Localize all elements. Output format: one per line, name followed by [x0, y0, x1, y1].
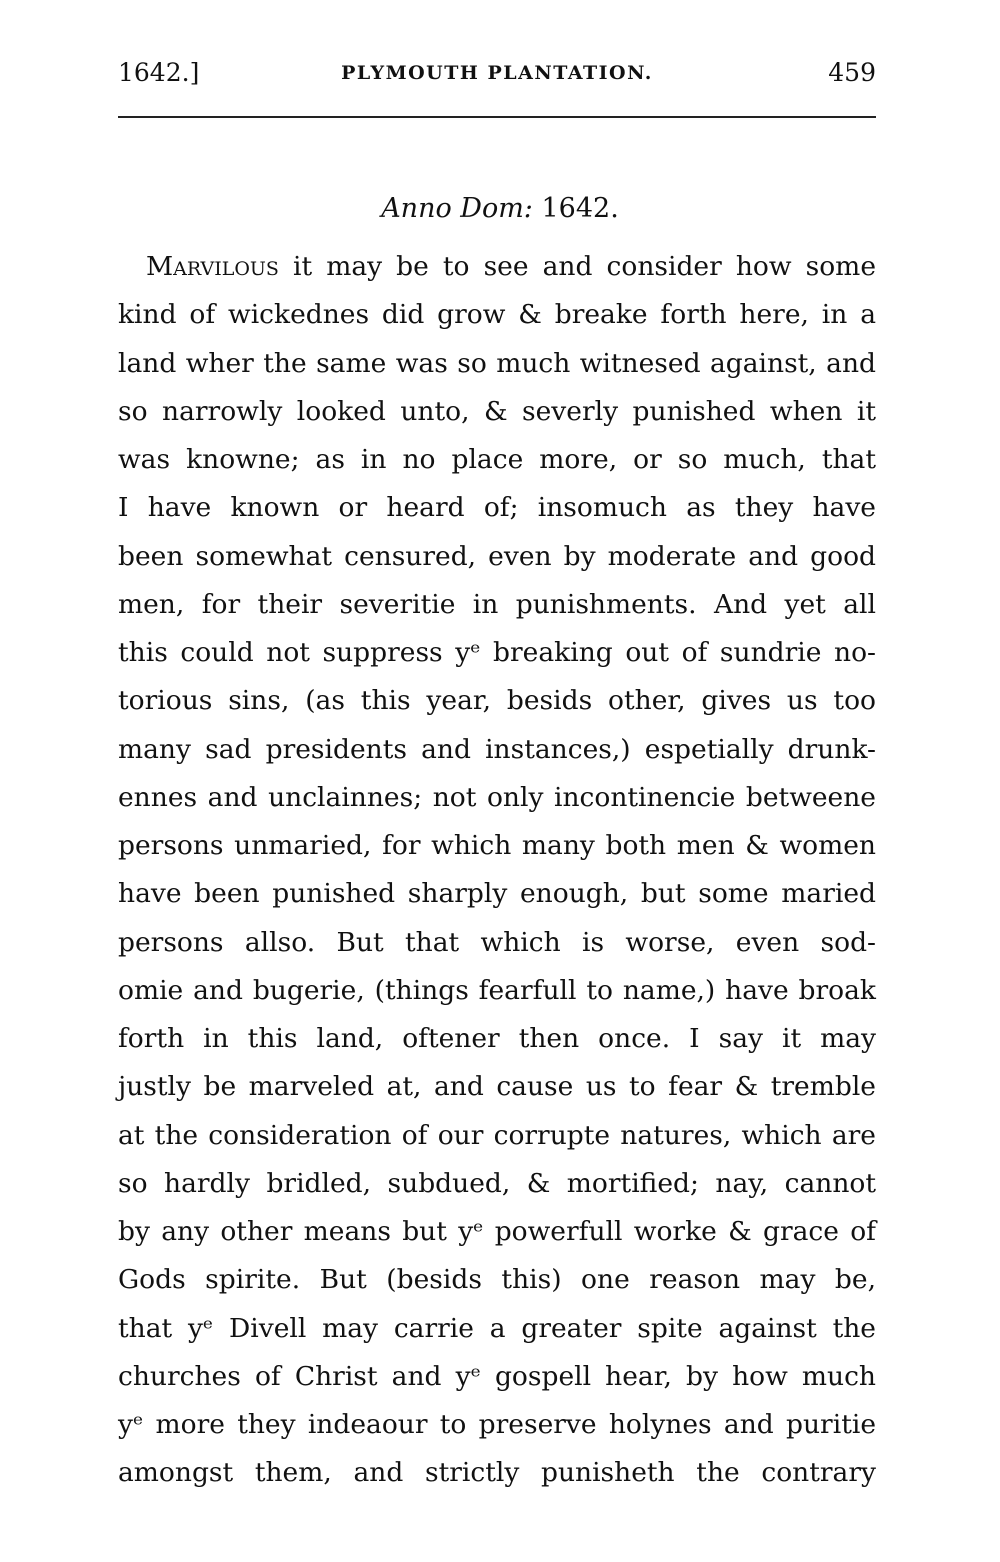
- text-line: was knowne; as in no place more, or so much, that: [118, 444, 876, 475]
- line-text: it may be to see and consider how some: [278, 251, 876, 282]
- text-line: churches of Christ and yᵉ gospell hear, by how much: [118, 1360, 876, 1392]
- heading-anno-dom: Anno Dom:: [381, 193, 533, 224]
- section-heading: [0, 193, 1000, 224]
- text-line: have been punished sharply enough, but some maried: [118, 878, 876, 910]
- text-line: men, for their severitie in punishments. And yet all: [118, 588, 876, 620]
- text-line: so hardly bridled, subdued, & mortified; nay, cannot: [118, 1167, 876, 1199]
- text-line: Gods spirite. But (besids this) one reason may be,: [118, 1264, 876, 1296]
- text-line: kind of wickednes did grow & breake forth here, in a: [118, 299, 876, 331]
- text-line: ennes and unclainnes; not only incontinencie betweene: [118, 781, 876, 813]
- text-line: at the consideration of our corrupte natures, which are: [118, 1119, 876, 1151]
- text-line: omie and bugerie, (things fearfull to name,) have broak: [118, 974, 876, 1006]
- text-line: yᵉ more they indeaour to preserve holynes and puritie: [118, 1409, 876, 1440]
- text-line: that yᵉ Divell may carrie a greater spite against the: [118, 1312, 876, 1344]
- text-line: persons unmaried, for which many both men & women: [118, 830, 876, 861]
- page-number: 459: [828, 58, 876, 87]
- text-line: many sad presidents and instances,) espetially drunk-: [118, 733, 876, 765]
- text-line: I have known or heard of; insomuch as they have: [118, 492, 876, 524]
- text-line: amongst them, and strictly punisheth the contrary: [118, 1457, 876, 1489]
- text-line: persons allso. But that which is worse, even sod-: [118, 926, 876, 958]
- header-year: 1642.]: [118, 58, 200, 87]
- text-line: by any other means but yᵉ powerfull worke & grace of: [118, 1216, 876, 1247]
- text-line: this could not suppress yᵉ breaking out of sundrie no-: [118, 637, 876, 668]
- body-text: [118, 247, 876, 1502]
- text-line: land wher the same was so much witnesed against, and: [118, 347, 876, 379]
- text-line: [118, 247, 876, 295]
- text-line: torious sins, (as this year, besids other, gives us too: [118, 685, 876, 717]
- text-line: been somewhat censured, even by moderate and good: [118, 540, 876, 572]
- text-line: so narrowly looked unto, & severly punished when it: [118, 395, 876, 427]
- running-header: [118, 58, 876, 94]
- lead-word: Marvilous: [146, 251, 279, 282]
- heading-year: 1642.: [541, 193, 619, 224]
- header-rule: [118, 116, 876, 118]
- header-title: PLYMOUTH PLANTATION.: [341, 62, 653, 84]
- text-line: forth in this land, oftener then once. I say it may: [118, 1023, 876, 1054]
- text-line: justly be marveled at, and cause us to fear & tremble: [118, 1071, 876, 1103]
